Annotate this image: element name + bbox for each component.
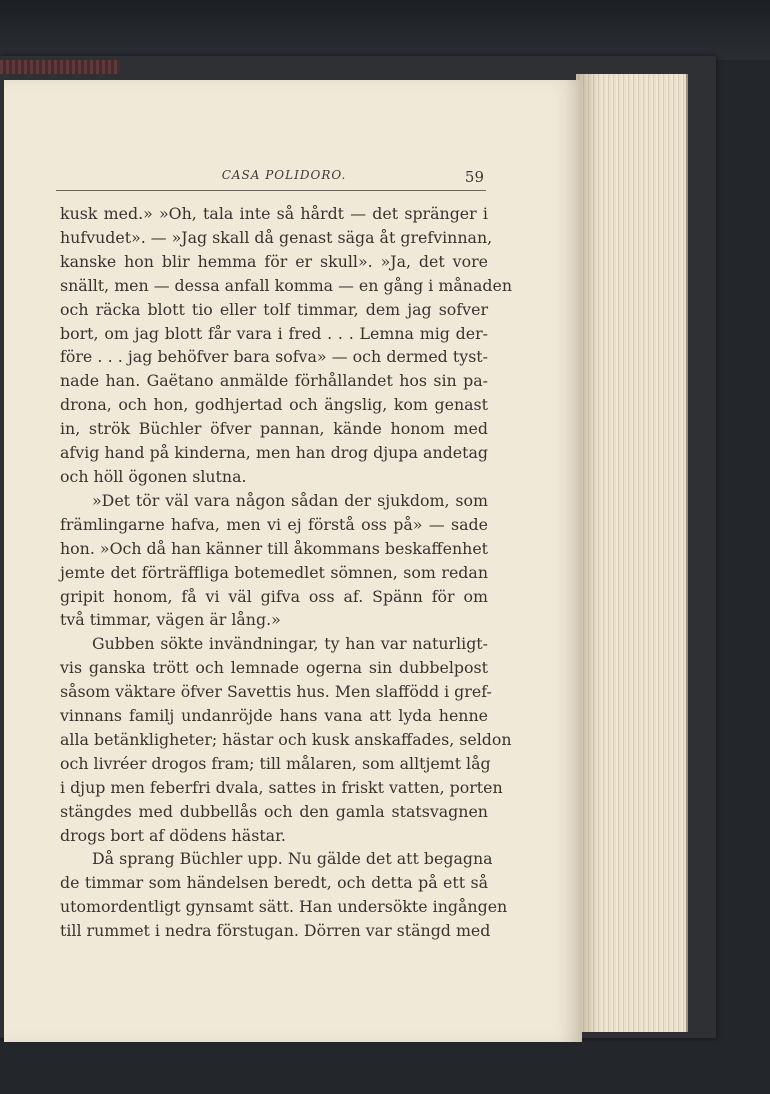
text-line: afvig hand på kinderna, men han drog djupa andetag	[60, 443, 488, 463]
cover-edge-binding	[0, 60, 120, 74]
text-line: och livréer drogos fram; till målaren, som alltjemt låg	[60, 753, 491, 773]
text-line: alla betänkligheter; hästar och kusk anskaffades, seldon	[60, 729, 512, 749]
text-line: in, strök Büchler öfver pannan, kände honom med	[60, 419, 488, 439]
text-line: gripit honom, få vi väl gifva oss af. Spänn för om	[60, 586, 488, 606]
text-line: två timmar, vägen är lång.»	[60, 610, 281, 630]
body-text	[60, 202, 513, 943]
book-page	[4, 80, 582, 1042]
text-line: drona, och hon, godhjertad och ängslig, kom genast	[60, 395, 488, 415]
text-line: hufvudet». — »Jag skall då genast säga åt grefvinnan,	[60, 227, 493, 247]
text-line: hon. »Och då han känner till åkommans beskaffenhet	[60, 538, 489, 558]
text-line: till rummet i nedra förstugan. Dörren var stängd med	[60, 921, 491, 941]
text-line: Gubben sökte invändningar, ty han var naturligt-	[92, 634, 488, 654]
text-line: kusk med.» »Oh, tala inte så hårdt — det spränger i	[60, 204, 488, 223]
text-line: »Det tör väl vara någon sådan der sjukdom, som	[92, 490, 488, 510]
text-line: före . . . jag behöfver bara sofva» — och dermed tyst-	[60, 347, 488, 367]
text-line: Då sprang Büchler upp. Nu gälde det att begagna	[92, 849, 493, 869]
text-line: jemte det förträffliga botemedlet sömnen, som redan	[60, 562, 488, 582]
header-rule	[56, 190, 486, 191]
text-line: nade han. Gaëtano anmälde förhållandet hos sin pa-	[60, 371, 488, 391]
page-number: 59	[464, 168, 484, 186]
text-line: kanske hon blir hemma för er skull». »Ja, det vore	[60, 251, 488, 271]
text-line: snällt, men — dessa anfall komma — en gång i månaden	[60, 275, 513, 295]
text-line: drogs bort af dödens hästar.	[60, 825, 286, 845]
text-line: vinnans familj undanröjde hans vana att lyda henne	[60, 706, 488, 726]
text-line: och räcka blott tio eller tolf timmar, dem jag sofver	[60, 299, 488, 319]
backdrop	[0, 0, 770, 60]
text-line: såsom väktare öfver Savettis hus. Men slaffödd i gref-	[60, 682, 492, 702]
running-head-text: CASA POLIDORO.	[221, 168, 347, 182]
running-head	[4, 168, 582, 182]
text-line: i djup men feberfri dvala, sattes in friskt vatten, porten	[60, 777, 503, 797]
text-line: vis ganska trött och lemnade ogerna sin dubbelpost	[60, 658, 488, 678]
text-line: bort, om jag blott får vara i fred . . . Lemna mig der-	[60, 323, 488, 343]
text-line: de timmar som händelsen beredt, och detta på ett så	[60, 873, 488, 893]
text-line: och höll ögonen slutna.	[60, 466, 247, 486]
text-line: utomordentligt gynsamt sätt. Han undersökte ingången	[60, 897, 508, 917]
text-line: stängdes med dubbellås och den gamla statsvagnen	[60, 801, 488, 821]
text-line: främlingarne hafva, men vi ej förstå oss på» — sade	[60, 514, 488, 534]
